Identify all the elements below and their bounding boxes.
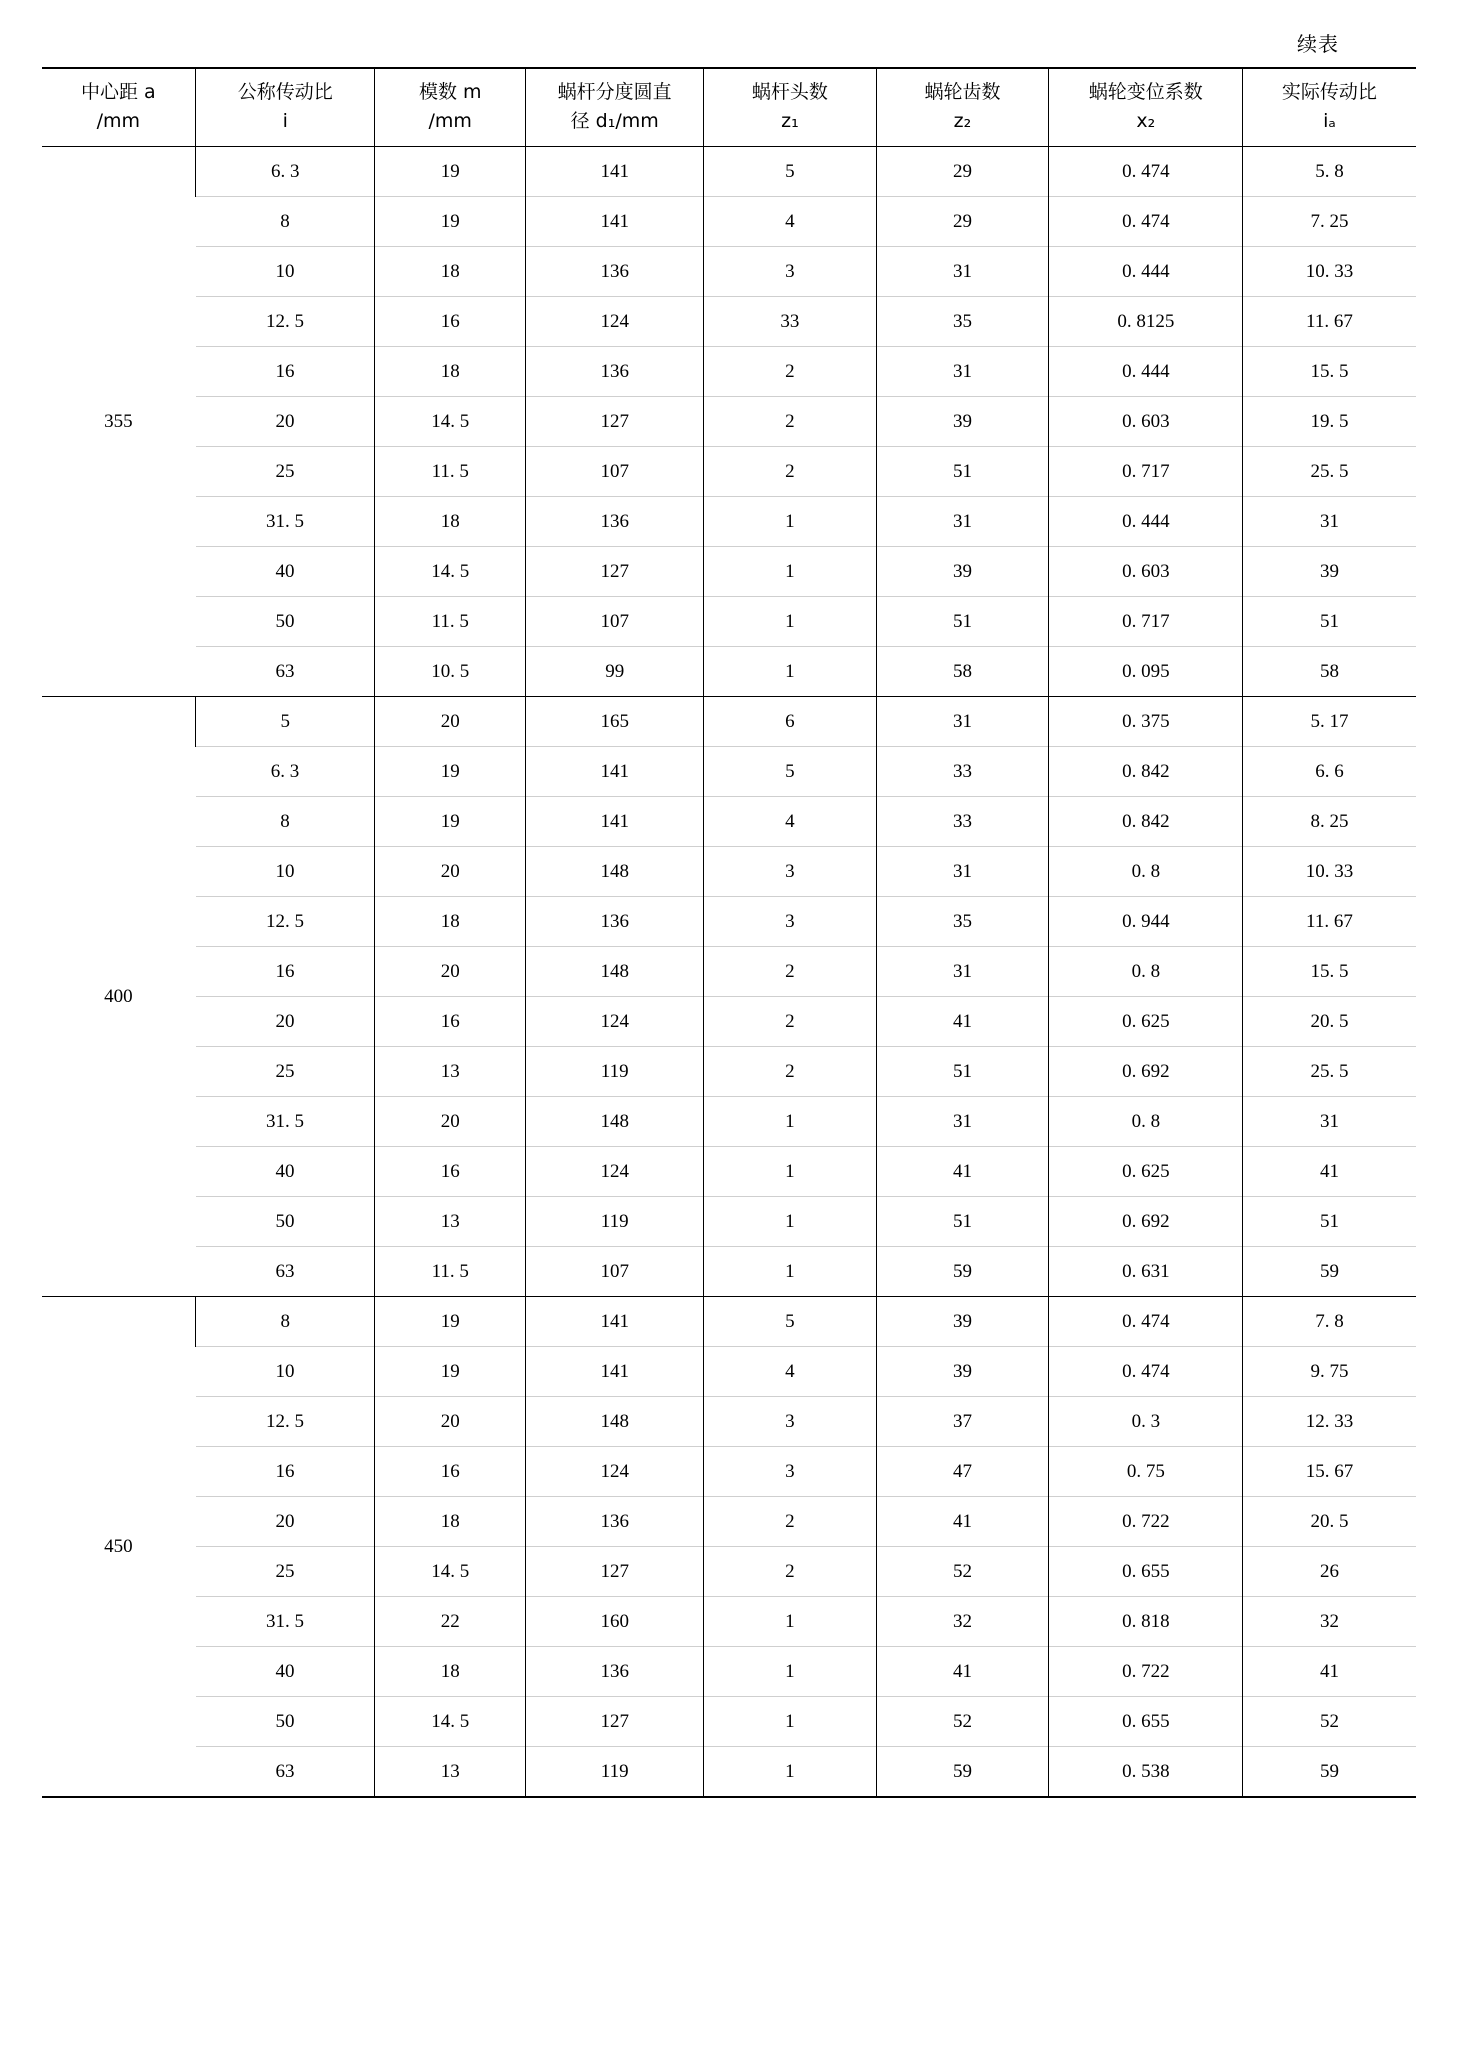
cell-actual-ratio: 59 <box>1243 1747 1416 1797</box>
cell-wormwheel-teeth: 59 <box>876 1747 1049 1797</box>
cell-wormwheel-teeth: 58 <box>876 647 1049 697</box>
cell-wormwheel-shift-coefficient: 0. 8125 <box>1049 297 1243 347</box>
cell-nominal-ratio: 6. 3 <box>196 747 375 797</box>
table-row <box>42 1697 1416 1747</box>
cell-actual-ratio: 15. 5 <box>1243 947 1416 997</box>
cell-actual-ratio: 5. 8 <box>1243 147 1416 197</box>
cell-nominal-ratio: 40 <box>196 1647 375 1697</box>
table-row <box>42 1497 1416 1547</box>
cell-worm-pitch-diameter: 141 <box>526 1297 704 1347</box>
cell-wormwheel-shift-coefficient: 0. 692 <box>1049 1197 1243 1247</box>
cell-module: 14. 5 <box>375 1697 526 1747</box>
cell-wormwheel-shift-coefficient: 0. 538 <box>1049 1747 1243 1797</box>
cell-wormwheel-teeth: 41 <box>876 997 1049 1047</box>
cell-worm-pitch-diameter: 127 <box>526 397 704 447</box>
worm-gear-spec-table <box>42 67 1416 1796</box>
cell-actual-ratio: 41 <box>1243 1147 1416 1197</box>
cell-worm-thread-count: 1 <box>704 1097 877 1147</box>
cell-wormwheel-shift-coefficient: 0. 631 <box>1049 1247 1243 1297</box>
cell-wormwheel-teeth: 47 <box>876 1447 1049 1497</box>
cell-module: 16 <box>375 997 526 1047</box>
cell-actual-ratio: 39 <box>1243 547 1416 597</box>
table-row <box>42 797 1416 847</box>
table-row <box>42 1147 1416 1197</box>
cell-module: 14. 5 <box>375 397 526 447</box>
cell-wormwheel-teeth: 37 <box>876 1397 1049 1447</box>
cell-nominal-ratio: 40 <box>196 547 375 597</box>
cell-module: 16 <box>375 1147 526 1197</box>
cell-wormwheel-teeth: 29 <box>876 197 1049 247</box>
cell-wormwheel-shift-coefficient: 0. 655 <box>1049 1697 1243 1747</box>
cell-module: 19 <box>375 797 526 847</box>
cell-module: 20 <box>375 697 526 747</box>
cell-center-distance: 400 <box>42 697 196 1297</box>
cell-worm-thread-count: 4 <box>704 1347 877 1397</box>
cell-worm-pitch-diameter: 165 <box>526 697 704 747</box>
table-row <box>42 1547 1416 1597</box>
cell-worm-pitch-diameter: 119 <box>526 1747 704 1797</box>
cell-actual-ratio: 15. 67 <box>1243 1447 1416 1497</box>
cell-wormwheel-shift-coefficient: 0. 095 <box>1049 647 1243 697</box>
cell-worm-thread-count: 4 <box>704 797 877 847</box>
cell-wormwheel-shift-coefficient: 0. 842 <box>1049 797 1243 847</box>
cell-nominal-ratio: 10 <box>196 247 375 297</box>
cell-module: 19 <box>375 147 526 197</box>
table-body <box>42 147 1416 1797</box>
cell-actual-ratio: 31 <box>1243 497 1416 547</box>
cell-worm-thread-count: 33 <box>704 297 877 347</box>
header-module: 模数 m /mm <box>375 68 526 147</box>
table-row <box>42 147 1416 197</box>
cell-wormwheel-teeth: 33 <box>876 747 1049 797</box>
header-worm-thread-count: 蜗杆头数 z₁ <box>704 68 877 147</box>
cell-wormwheel-shift-coefficient: 0. 3 <box>1049 1397 1243 1447</box>
cell-nominal-ratio: 50 <box>196 1197 375 1247</box>
cell-actual-ratio: 32 <box>1243 1597 1416 1647</box>
cell-nominal-ratio: 12. 5 <box>196 297 375 347</box>
cell-actual-ratio: 51 <box>1243 1197 1416 1247</box>
cell-wormwheel-teeth: 31 <box>876 947 1049 997</box>
cell-wormwheel-shift-coefficient: 0. 474 <box>1049 1347 1243 1397</box>
cell-worm-thread-count: 2 <box>704 1497 877 1547</box>
cell-nominal-ratio: 20 <box>196 1497 375 1547</box>
cell-wormwheel-teeth: 51 <box>876 1197 1049 1247</box>
cell-module: 18 <box>375 497 526 547</box>
table-row <box>42 1097 1416 1147</box>
cell-worm-pitch-diameter: 148 <box>526 1397 704 1447</box>
cell-actual-ratio: 59 <box>1243 1247 1416 1297</box>
table-row <box>42 1247 1416 1297</box>
cell-wormwheel-teeth: 39 <box>876 1347 1049 1397</box>
cell-module: 18 <box>375 347 526 397</box>
header-worm-pitch-diameter: 蜗杆分度圆直 径 d₁/mm <box>526 68 704 147</box>
cell-worm-thread-count: 1 <box>704 597 877 647</box>
cell-wormwheel-teeth: 33 <box>876 797 1049 847</box>
cell-wormwheel-shift-coefficient: 0. 603 <box>1049 547 1243 597</box>
cell-worm-pitch-diameter: 148 <box>526 847 704 897</box>
cell-wormwheel-shift-coefficient: 0. 474 <box>1049 197 1243 247</box>
cell-nominal-ratio: 63 <box>196 647 375 697</box>
cell-nominal-ratio: 16 <box>196 347 375 397</box>
cell-nominal-ratio: 6. 3 <box>196 147 375 197</box>
cell-worm-thread-count: 3 <box>704 847 877 897</box>
cell-worm-pitch-diameter: 136 <box>526 497 704 547</box>
cell-worm-pitch-diameter: 136 <box>526 897 704 947</box>
table-row <box>42 1747 1416 1797</box>
cell-actual-ratio: 52 <box>1243 1697 1416 1747</box>
cell-nominal-ratio: 10 <box>196 847 375 897</box>
cell-worm-thread-count: 2 <box>704 997 877 1047</box>
cell-actual-ratio: 6. 6 <box>1243 747 1416 797</box>
cell-worm-pitch-diameter: 127 <box>526 1547 704 1597</box>
cell-module: 16 <box>375 1447 526 1497</box>
table-row <box>42 497 1416 547</box>
cell-wormwheel-shift-coefficient: 0. 474 <box>1049 147 1243 197</box>
cell-worm-pitch-diameter: 127 <box>526 1697 704 1747</box>
cell-wormwheel-teeth: 31 <box>876 497 1049 547</box>
cell-worm-pitch-diameter: 124 <box>526 1447 704 1497</box>
cell-nominal-ratio: 50 <box>196 597 375 647</box>
cell-nominal-ratio: 8 <box>196 797 375 847</box>
cell-actual-ratio: 25. 5 <box>1243 447 1416 497</box>
header-nominal-ratio: 公称传动比 i <box>196 68 375 147</box>
cell-worm-thread-count: 1 <box>704 1597 877 1647</box>
cell-wormwheel-shift-coefficient: 0. 655 <box>1049 1547 1243 1597</box>
cell-wormwheel-teeth: 35 <box>876 897 1049 947</box>
table-row <box>42 997 1416 1047</box>
cell-worm-thread-count: 3 <box>704 247 877 297</box>
header-center-distance: 中心距 a /mm <box>81 81 156 132</box>
cell-worm-thread-count: 3 <box>704 1447 877 1497</box>
cell-worm-thread-count: 1 <box>704 497 877 547</box>
cell-wormwheel-shift-coefficient: 0. 444 <box>1049 497 1243 547</box>
cell-worm-pitch-diameter: 107 <box>526 597 704 647</box>
cell-worm-thread-count: 1 <box>704 647 877 697</box>
cell-worm-pitch-diameter: 107 <box>526 447 704 497</box>
cell-worm-pitch-diameter: 99 <box>526 647 704 697</box>
cell-worm-thread-count: 1 <box>704 1147 877 1197</box>
cell-module: 13 <box>375 1747 526 1797</box>
cell-worm-pitch-diameter: 141 <box>526 197 704 247</box>
cell-actual-ratio: 11. 67 <box>1243 297 1416 347</box>
cell-wormwheel-teeth: 51 <box>876 447 1049 497</box>
cell-nominal-ratio: 10 <box>196 1347 375 1397</box>
cell-worm-pitch-diameter: 124 <box>526 1147 704 1197</box>
cell-wormwheel-teeth: 39 <box>876 397 1049 447</box>
table-row <box>42 1447 1416 1497</box>
table-row <box>42 947 1416 997</box>
cell-actual-ratio: 58 <box>1243 647 1416 697</box>
cell-wormwheel-teeth: 41 <box>876 1147 1049 1197</box>
header-wormwheel-shift-coefficient: 蜗轮变位系数 x₂ <box>1049 68 1243 147</box>
cell-module: 14. 5 <box>375 547 526 597</box>
cell-nominal-ratio: 8 <box>196 197 375 247</box>
table-row <box>42 747 1416 797</box>
cell-actual-ratio: 12. 33 <box>1243 1397 1416 1447</box>
table-row <box>42 647 1416 697</box>
table-row <box>42 1297 1416 1347</box>
cell-nominal-ratio: 20 <box>196 997 375 1047</box>
table-header-row <box>42 68 1416 147</box>
cell-worm-pitch-diameter: 148 <box>526 1097 704 1147</box>
cell-wormwheel-teeth: 31 <box>876 247 1049 297</box>
cell-nominal-ratio: 40 <box>196 1147 375 1197</box>
cell-worm-thread-count: 2 <box>704 447 877 497</box>
cell-nominal-ratio: 31. 5 <box>196 1097 375 1147</box>
cell-worm-thread-count: 1 <box>704 547 877 597</box>
cell-worm-pitch-diameter: 148 <box>526 947 704 997</box>
cell-nominal-ratio: 5 <box>196 697 375 747</box>
cell-module: 18 <box>375 1647 526 1697</box>
cell-wormwheel-shift-coefficient: 0. 625 <box>1049 997 1243 1047</box>
cell-nominal-ratio: 12. 5 <box>196 897 375 947</box>
cell-worm-pitch-diameter: 141 <box>526 747 704 797</box>
cell-worm-thread-count: 3 <box>704 897 877 947</box>
cell-wormwheel-shift-coefficient: 0. 625 <box>1049 1147 1243 1197</box>
cell-wormwheel-shift-coefficient: 0. 444 <box>1049 247 1243 297</box>
cell-worm-pitch-diameter: 136 <box>526 247 704 297</box>
header-actual-ratio: 实际传动比 iₐ <box>1243 68 1416 147</box>
cell-worm-thread-count: 2 <box>704 1547 877 1597</box>
cell-actual-ratio: 26 <box>1243 1547 1416 1597</box>
cell-wormwheel-shift-coefficient: 0. 717 <box>1049 447 1243 497</box>
cell-worm-thread-count: 2 <box>704 947 877 997</box>
table-row <box>42 1647 1416 1697</box>
cell-worm-pitch-diameter: 136 <box>526 347 704 397</box>
cell-wormwheel-teeth: 35 <box>876 297 1049 347</box>
cell-wormwheel-shift-coefficient: 0. 722 <box>1049 1497 1243 1547</box>
cell-nominal-ratio: 16 <box>196 1447 375 1497</box>
cell-worm-thread-count: 5 <box>704 147 877 197</box>
cell-worm-pitch-diameter: 136 <box>526 1497 704 1547</box>
cell-wormwheel-shift-coefficient: 0. 603 <box>1049 397 1243 447</box>
table-row <box>42 697 1416 747</box>
cell-wormwheel-teeth: 31 <box>876 847 1049 897</box>
cell-actual-ratio: 7. 8 <box>1243 1297 1416 1347</box>
cell-worm-thread-count: 1 <box>704 1197 877 1247</box>
cell-actual-ratio: 5. 17 <box>1243 697 1416 747</box>
cell-actual-ratio: 10. 33 <box>1243 847 1416 897</box>
table-row <box>42 447 1416 497</box>
cell-worm-thread-count: 2 <box>704 1047 877 1097</box>
cell-worm-thread-count: 1 <box>704 1247 877 1297</box>
cell-module: 20 <box>375 1097 526 1147</box>
cell-wormwheel-teeth: 59 <box>876 1247 1049 1297</box>
cell-wormwheel-teeth: 52 <box>876 1547 1049 1597</box>
cell-wormwheel-shift-coefficient: 0. 8 <box>1049 1097 1243 1147</box>
cell-actual-ratio: 15. 5 <box>1243 347 1416 397</box>
cell-wormwheel-teeth: 51 <box>876 597 1049 647</box>
cell-wormwheel-teeth: 31 <box>876 347 1049 397</box>
cell-worm-thread-count: 2 <box>704 347 877 397</box>
cell-center-distance: 450 <box>42 1297 196 1797</box>
table-row <box>42 397 1416 447</box>
cell-worm-pitch-diameter: 127 <box>526 547 704 597</box>
cell-actual-ratio: 20. 5 <box>1243 997 1416 1047</box>
header-wormwheel-teeth: 蜗轮齿数 z₂ <box>876 68 1049 147</box>
table-row <box>42 597 1416 647</box>
cell-module: 11. 5 <box>375 1247 526 1297</box>
table-row <box>42 297 1416 347</box>
cell-worm-thread-count: 2 <box>704 397 877 447</box>
table-row <box>42 1597 1416 1647</box>
cell-worm-pitch-diameter: 119 <box>526 1197 704 1247</box>
cell-worm-thread-count: 1 <box>704 1697 877 1747</box>
cell-wormwheel-shift-coefficient: 0. 944 <box>1049 897 1243 947</box>
cell-nominal-ratio: 16 <box>196 947 375 997</box>
cell-module: 18 <box>375 1497 526 1547</box>
cell-actual-ratio: 25. 5 <box>1243 1047 1416 1097</box>
cell-actual-ratio: 9. 75 <box>1243 1347 1416 1397</box>
cell-wormwheel-shift-coefficient: 0. 717 <box>1049 597 1243 647</box>
cell-module: 20 <box>375 1397 526 1447</box>
cell-actual-ratio: 41 <box>1243 1647 1416 1697</box>
table-row <box>42 197 1416 247</box>
cell-worm-pitch-diameter: 141 <box>526 1347 704 1397</box>
cell-wormwheel-teeth: 39 <box>876 547 1049 597</box>
cell-module: 13 <box>375 1197 526 1247</box>
cell-actual-ratio: 51 <box>1243 597 1416 647</box>
cell-module: 22 <box>375 1597 526 1647</box>
cell-module: 14. 5 <box>375 1547 526 1597</box>
cell-module: 18 <box>375 247 526 297</box>
cell-actual-ratio: 7. 25 <box>1243 197 1416 247</box>
cell-module: 20 <box>375 947 526 997</box>
cell-worm-thread-count: 4 <box>704 197 877 247</box>
cell-wormwheel-shift-coefficient: 0. 375 <box>1049 697 1243 747</box>
cell-wormwheel-teeth: 51 <box>876 1047 1049 1097</box>
cell-module: 19 <box>375 747 526 797</box>
cell-wormwheel-shift-coefficient: 0. 722 <box>1049 1647 1243 1697</box>
cell-wormwheel-shift-coefficient: 0. 818 <box>1049 1597 1243 1647</box>
cell-module: 11. 5 <box>375 597 526 647</box>
table-row <box>42 1197 1416 1247</box>
cell-module: 18 <box>375 897 526 947</box>
cell-module: 19 <box>375 1297 526 1347</box>
cell-worm-thread-count: 5 <box>704 1297 877 1347</box>
cell-actual-ratio: 31 <box>1243 1097 1416 1147</box>
cell-wormwheel-teeth: 41 <box>876 1647 1049 1697</box>
cell-worm-pitch-diameter: 136 <box>526 1647 704 1697</box>
cell-nominal-ratio: 25 <box>196 447 375 497</box>
cell-worm-pitch-diameter: 141 <box>526 147 704 197</box>
cell-wormwheel-shift-coefficient: 0. 474 <box>1049 1297 1243 1347</box>
cell-worm-pitch-diameter: 124 <box>526 297 704 347</box>
table-row <box>42 547 1416 597</box>
cell-module: 20 <box>375 847 526 897</box>
cell-module: 10. 5 <box>375 647 526 697</box>
cell-worm-thread-count: 3 <box>704 1397 877 1447</box>
table-row <box>42 247 1416 297</box>
cell-worm-pitch-diameter: 141 <box>526 797 704 847</box>
cell-wormwheel-teeth: 52 <box>876 1697 1049 1747</box>
cell-nominal-ratio: 8 <box>196 1297 375 1347</box>
cell-nominal-ratio: 31. 5 <box>196 1597 375 1647</box>
table-row <box>42 1397 1416 1447</box>
cell-nominal-ratio: 63 <box>196 1747 375 1797</box>
cell-wormwheel-teeth: 32 <box>876 1597 1049 1647</box>
table-header <box>42 68 1416 147</box>
cell-wormwheel-shift-coefficient: 0. 842 <box>1049 747 1243 797</box>
cell-wormwheel-teeth: 41 <box>876 1497 1049 1547</box>
cell-module: 19 <box>375 197 526 247</box>
cell-nominal-ratio: 63 <box>196 1247 375 1297</box>
cell-worm-pitch-diameter: 119 <box>526 1047 704 1097</box>
cell-wormwheel-teeth: 31 <box>876 1097 1049 1147</box>
cell-worm-thread-count: 6 <box>704 697 877 747</box>
table-bottom-rule <box>42 1796 1416 1798</box>
cell-wormwheel-shift-coefficient: 0. 444 <box>1049 347 1243 397</box>
cell-center-distance: 355 <box>104 410 133 432</box>
cell-wormwheel-shift-coefficient: 0. 8 <box>1049 847 1243 897</box>
cell-actual-ratio: 11. 67 <box>1243 897 1416 947</box>
table-row <box>42 897 1416 947</box>
cell-wormwheel-shift-coefficient: 0. 8 <box>1049 947 1243 997</box>
cell-wormwheel-shift-coefficient: 0. 692 <box>1049 1047 1243 1097</box>
table-row <box>42 847 1416 897</box>
table-row <box>42 1347 1416 1397</box>
cell-wormwheel-teeth: 29 <box>876 147 1049 197</box>
continued-table-label: 续表 <box>1297 32 1339 56</box>
cell-nominal-ratio: 31. 5 <box>196 497 375 547</box>
cell-nominal-ratio: 20 <box>196 397 375 447</box>
cell-module: 19 <box>375 1347 526 1397</box>
cell-module: 11. 5 <box>375 447 526 497</box>
cell-worm-pitch-diameter: 107 <box>526 1247 704 1297</box>
cell-actual-ratio: 19. 5 <box>1243 397 1416 447</box>
cell-module: 13 <box>375 1047 526 1097</box>
cell-nominal-ratio: 12. 5 <box>196 1397 375 1447</box>
cell-worm-thread-count: 1 <box>704 1647 877 1697</box>
cell-actual-ratio: 10. 33 <box>1243 247 1416 297</box>
cell-worm-pitch-diameter: 160 <box>526 1597 704 1647</box>
cell-wormwheel-teeth: 39 <box>876 1297 1049 1347</box>
cell-nominal-ratio: 25 <box>196 1047 375 1097</box>
table-row <box>42 347 1416 397</box>
cell-wormwheel-teeth: 31 <box>876 697 1049 747</box>
cell-nominal-ratio: 25 <box>196 1547 375 1597</box>
cell-actual-ratio: 8. 25 <box>1243 797 1416 847</box>
cell-worm-thread-count: 5 <box>704 747 877 797</box>
cell-module: 16 <box>375 297 526 347</box>
cell-actual-ratio: 20. 5 <box>1243 1497 1416 1547</box>
cell-wormwheel-shift-coefficient: 0. 75 <box>1049 1447 1243 1497</box>
table-row <box>42 1047 1416 1097</box>
cell-worm-thread-count: 1 <box>704 1747 877 1797</box>
cell-nominal-ratio: 50 <box>196 1697 375 1747</box>
cell-worm-pitch-diameter: 124 <box>526 997 704 1047</box>
